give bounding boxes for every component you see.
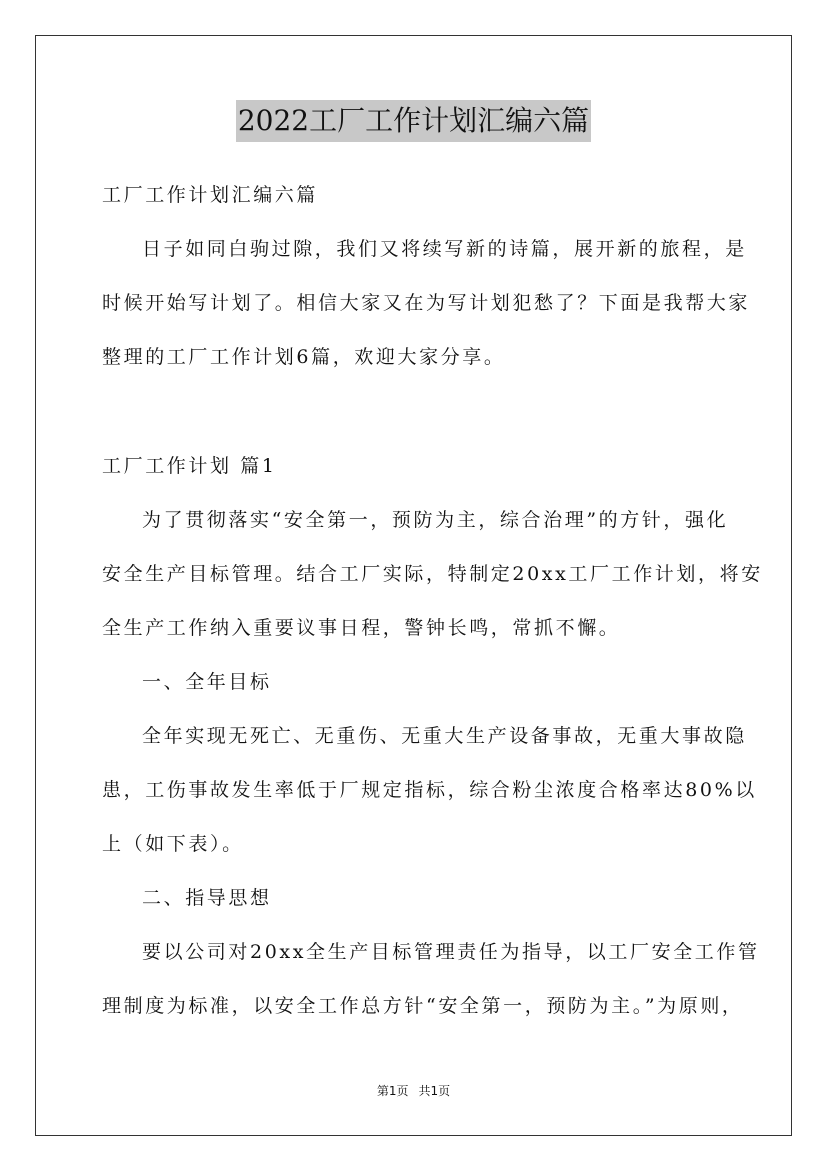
paragraph-line: 上（如下表）。	[102, 833, 244, 855]
document-subtitle: 工厂工作计划汇编六篇	[102, 184, 319, 206]
subsection-heading-guide: 二、指导思想	[142, 887, 272, 909]
paragraph-line: 全生产工作纳入重要议事日程，警钟长鸣，常抓不懈。	[102, 617, 621, 639]
page-footer	[0, 1083, 827, 1099]
subsection-heading-goal: 一、全年目标	[142, 671, 272, 693]
paragraph-line: 患，工伤事故发生率低于厂规定指标，综合粉尘浓度合格率达80%以	[102, 779, 757, 801]
paragraph-line: 理制度为标准，以安全工作总方针“安全第一，预防为主。”为原则，	[102, 995, 744, 1017]
intro-line: 时候开始写计划了。相信大家又在为写计划犯愁了？下面是我帮大家	[102, 292, 751, 314]
document-title: 2022工厂工作计划汇编六篇	[236, 100, 591, 142]
intro-line: 日子如同白驹过隙，我们又将续写新的诗篇，展开新的旅程，是	[142, 238, 747, 260]
page-number-total: 共1页	[418, 1084, 451, 1098]
paragraph-line: 全年实现无死亡、无重伤、无重大生产设备事故，无重大事故隐	[142, 725, 747, 747]
paragraph-line: 要以公司对20xx全生产目标管理责任为指导，以工厂安全工作管	[142, 941, 760, 963]
intro-line: 整理的工厂工作计划6篇，欢迎大家分享。	[102, 346, 506, 368]
paragraph-line: 安全生产目标管理。结合工厂实际，特制定20xx工厂工作计划，将安	[102, 563, 763, 585]
page-number-current: 第1页	[376, 1084, 409, 1098]
title-wrapper	[0, 100, 827, 142]
paragraph-line: 为了贯彻落实“安全第一，预防为主，综合治理”的方针，强化	[142, 509, 729, 531]
section-heading: 工厂工作计划 篇1	[102, 455, 277, 477]
